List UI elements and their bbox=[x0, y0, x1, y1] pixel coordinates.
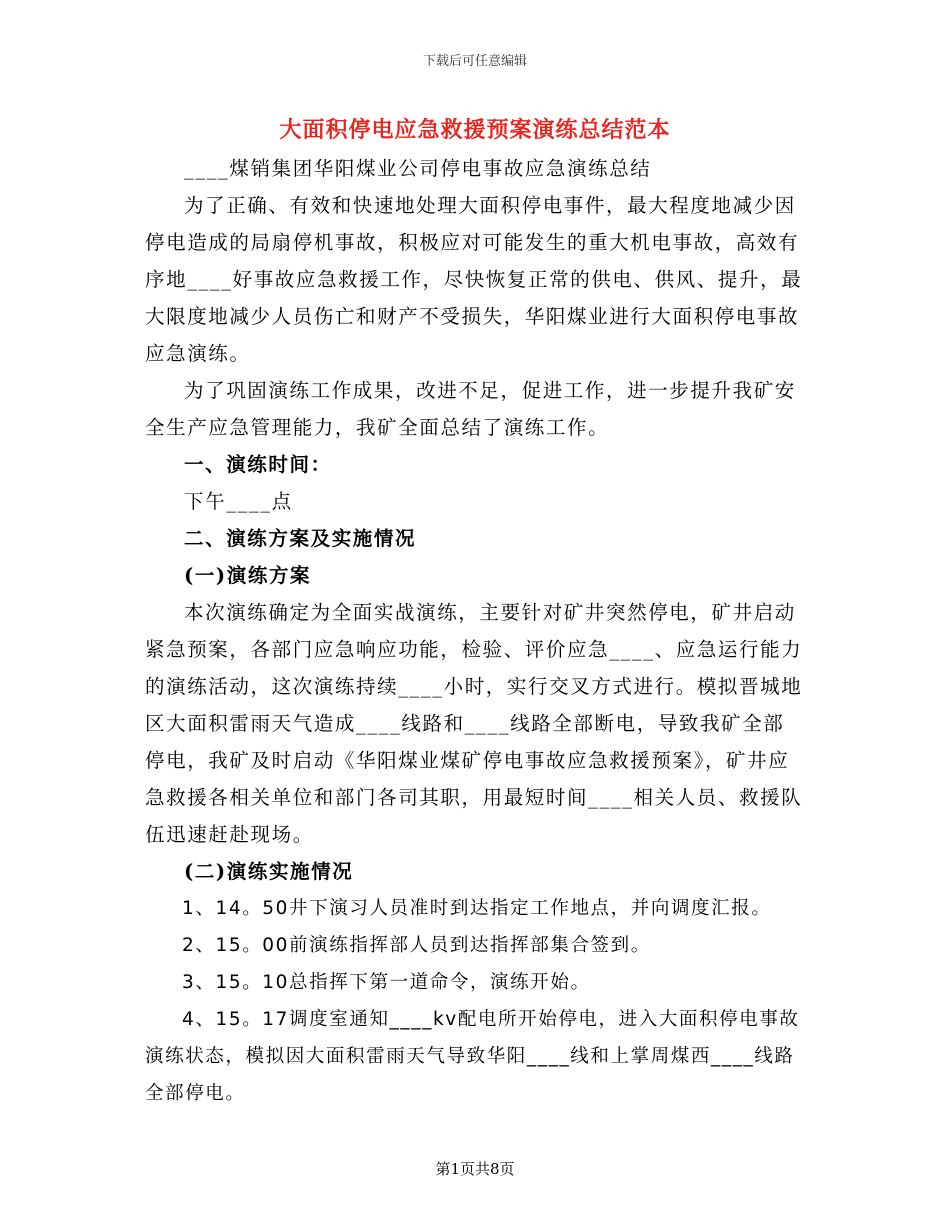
step-item-1: 1、14。50井下演习人员准时到达指定工作地点，并向调度汇报。 bbox=[182, 898, 772, 919]
section-heading-plan: 二、演练方案及实施情况 bbox=[184, 527, 417, 550]
intro-paragraph: 为了正确、有效和快速地处理大面积停电事件，最大程度地减少因停电造成的局扇停机事故，积极应对可能发生的重大机电事故，高效有序地____好事故应急救援工作，尽快恢复正常的供电、供风、提升，最大限度地减少人员伤亡和财产不受损失，华阳煤业进行大面积停电事故应急演练。 bbox=[145, 194, 803, 365]
document-title: 大面积停电应急救援预案演练总结范本 bbox=[279, 117, 671, 143]
step-item-2: 2、15。00前演练指挥部人员到达指挥部集合签到。 bbox=[182, 935, 651, 956]
section-heading-time: 一、演练时间： bbox=[184, 453, 332, 476]
page-footer-number: 第1页共8页 bbox=[435, 1160, 515, 1178]
document-body bbox=[145, 150, 805, 1112]
step-item-3: 3、15。10总指挥下第一道命令，演练开始。 bbox=[182, 972, 591, 993]
subtitle-paragraph: ____煤销集团华阳煤业公司停电事故应急演练总结 bbox=[184, 157, 652, 180]
time-paragraph: 下午____点 bbox=[184, 490, 293, 513]
step-item-4: 4、15。17调度室通知____kv配电所开始停电，进入大面积停电事故演练状态，模拟因大面积雷雨天气导致华阳____线和上掌周煤西____线路全部停电。 bbox=[145, 1009, 800, 1104]
page-header-note: 下载后可任意编辑 bbox=[422, 54, 527, 69]
subsection-heading-plan: (一)演练方案 bbox=[184, 564, 312, 587]
purpose-paragraph: 为了巩固演练工作成果，改进不足，促进工作，进一步提升我矿安全生产应急管理能力，我矿全面总结了演练工作。 bbox=[145, 379, 796, 439]
plan-paragraph: 本次演练确定为全面实战演练，主要针对矿井突然停电，矿井启动紧急预案，各部门应急响应功能，检验、评价应急____、应急运行能力的演练活动，这次演练持续____小时，实行交叉方式进行。模拟晋城地区大面积雷雨天气造成____线路和____线路全部断电，导致我矿全部停电，我矿及时启动《华阳煤业煤矿停电事故应急救援预案》，矿井应急救援各相关单位和部门各司其职，用最短时间____相关人员、救援队伍迅速赶赴现场。 bbox=[145, 601, 803, 846]
subsection-heading-implementation: (二)演练实施情况 bbox=[184, 860, 354, 883]
